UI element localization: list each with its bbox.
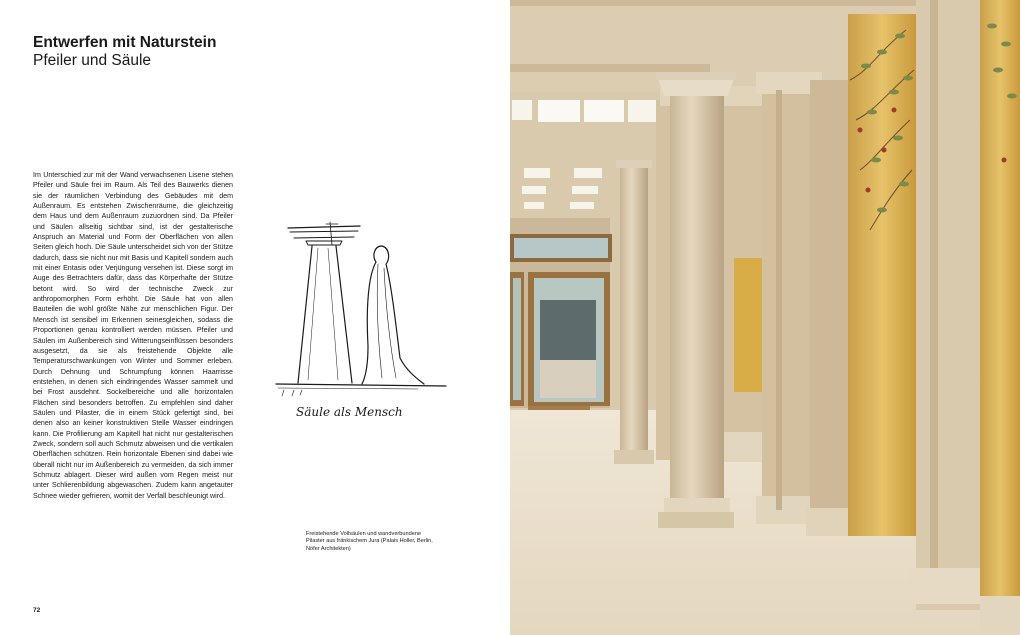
pilaster-front [916, 0, 980, 610]
page-title: Entwerfen mit Naturstein [33, 34, 217, 51]
skylight [538, 100, 580, 122]
column-main [670, 96, 724, 500]
gold-niche [734, 258, 764, 392]
gold-panel [980, 0, 1020, 600]
column-back [620, 168, 648, 450]
page-subtitle: Pfeiler und Säule [33, 52, 152, 69]
column-capital [658, 78, 734, 96]
interior-colonnade-photo [510, 0, 1020, 635]
pilaster [762, 90, 816, 510]
column-and-figure-sketch-icon [268, 218, 452, 430]
gold-panel [848, 14, 916, 536]
skylight [512, 100, 532, 120]
body-text: Im Unterschied zur mit der Wand verwachsenen Lisene stehen Pfeiler und Säule frei im Raum. Als Teil des Bauwerks dienen sie der räumlichen Verbindung des Gebäudes mit dem Außenraum. Es entstehen Zwischenräume, die gleichzeitig dem Haus und dem Außenraum zuzuordnen sind. Da Pfeiler und Säulen allseitig sichtbar sind, ist der gestalterische Anspruch an Material und Form der Oberflächen von allen Seiten gleich hoch. Die Säule unterscheidet sich von der Stütze dadurch, dass sie nicht nur mit Basis und Kapitell sondern auch mit einer Entasis oder Verjüngung versehen ist. Diese sorgt im Auge des Betrachters dafür, dass das Körperhafte der Stütze betont wird. So wird der technische Zweck zur anthropomorphen Form erhöht. Die Säule hat von allen Bauteilen die wohl größte Nähe zur menschlichen Figur. Der Mensch ist sensibel im Erkennen seinesgleichen, sodass die Proportionen genau kontrolliert werden müssen. Pfeiler und Säulen im Außenbereich sind Witterungseinflüssen besonders ausgesetzt, da sie als freistehende Objekte alle Temperaturschwankungen von Winter und Sommer erleben. Durch Dehnung und Schrumpfung können Haarrisse entstehen, in denen sich eindringendes Wasser sammelt und bei Frost ausdehnt. Sockelbereiche und alle horizontalen Flächen sind besonders betroffen. Zu empfehlen sind daher Säulen und Pilaster, die in einem Stück gefertigt sind, bei denen also an keiner konstruktiven Stelle Wasser eindringen kann. Die Profilierung am Kapitell hat nicht nur gestalterischen Zweck, sondern soll auch Schmutz abweisen und die vertikalen Oberflächen schützen. Rein horizontale Ebenen sind dabei wie überall nicht nur im Außenbereich zu vermeiden, da sich immer Schmutz ablagert. Dieser wird außen vom Regen meist nur unter Schlierenbildung abgewaschen. Zudem kann angetauter Schnee wieder gefrieren, womit der Verfall beschleunigt wird. [33, 171, 233, 500]
figure-caption: Freistehende Vollsäulen und wandverbundene Pilaster aus fränkischem Jura (Palais Holler, Berlin, Nöfer Architekten) [306, 531, 433, 552]
page-number: 72 [33, 607, 41, 614]
sketch-label: Säule als Mensch [296, 405, 403, 419]
skylight [584, 100, 624, 122]
